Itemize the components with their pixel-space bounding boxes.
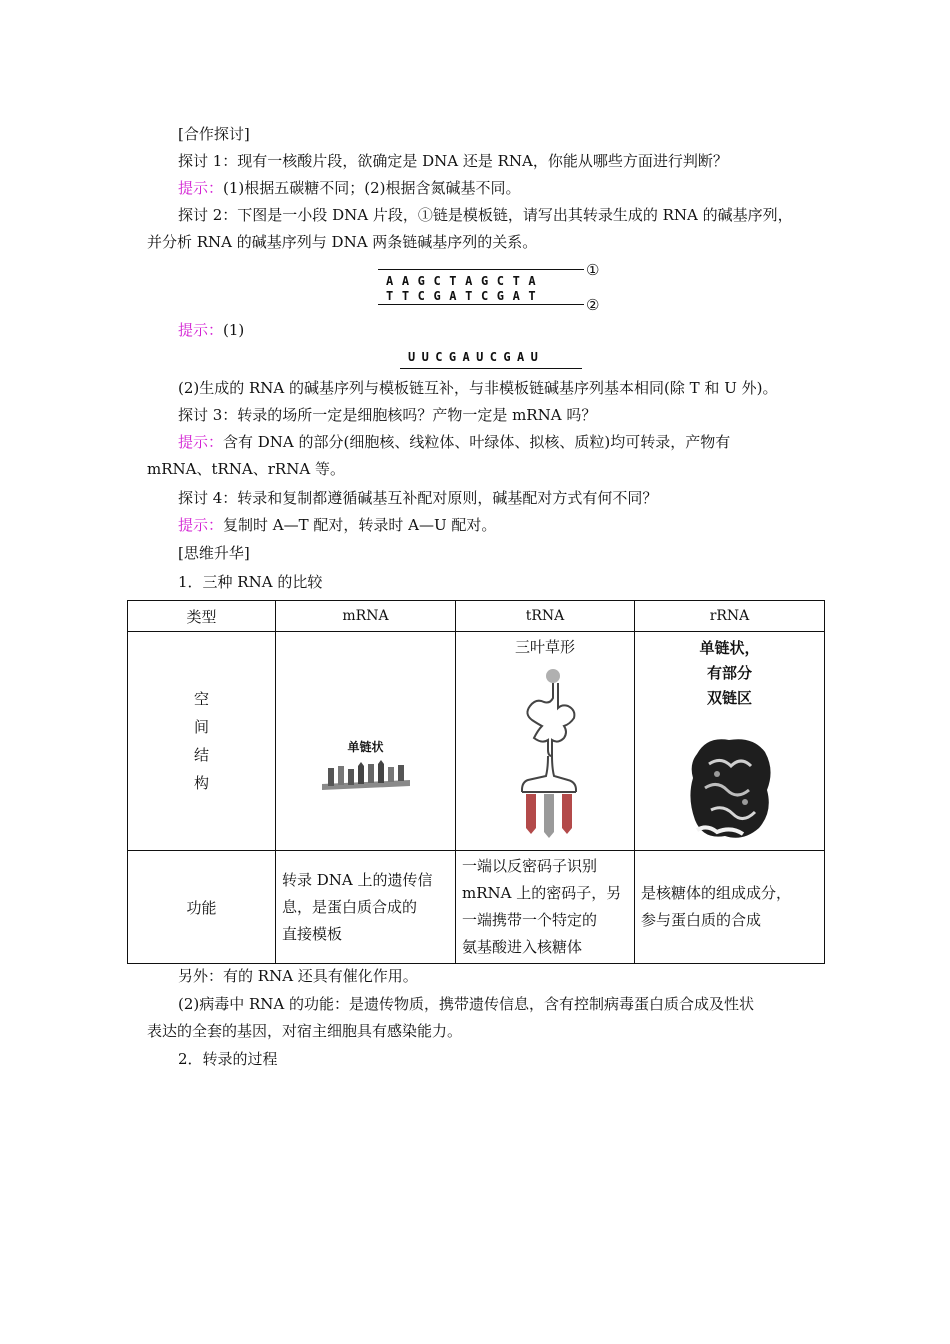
answer-1 (178, 178, 521, 198)
rrna-partial-double-strand-image (687, 734, 773, 844)
answer-3-line-2: mRNA、tRNA、rRNA 等。 (147, 460, 345, 478)
strand-2-sequence: TTCGATCGAT (386, 289, 545, 303)
hint-label: 提示： (178, 433, 224, 451)
trna-cloverleaf-image (508, 668, 584, 840)
strand-2-label: ② (586, 296, 600, 314)
rrna-structure-cell (635, 632, 825, 851)
mrna-single-strand-image (318, 758, 414, 794)
answer-2 (178, 320, 244, 340)
hint-label: 提示： (178, 321, 224, 339)
mrna-function-cell: 转录 DNA 上的遗传信 息，是蛋白质合成的 直接模板 (276, 851, 456, 964)
row-label-function: 功能 (128, 851, 276, 964)
section-heading-cooperative: [合作探讨] (178, 125, 250, 143)
rrna-structure-label: 单链状， 有部分 双链区 (699, 639, 760, 707)
trna-structure-cell (456, 632, 635, 851)
strand-1-sequence: AAGCTAGCTA (386, 274, 545, 288)
answer-3-text: 含有 DNA 的部分(细胞核、线粒体、叶绿体、拟核、质粒)均可转录，产物有 (223, 433, 731, 451)
note-catalytic: 另外：有的 RNA 还具有催化作用。 (178, 967, 418, 985)
header-trna: tRNA (456, 601, 635, 632)
trna-function-cell: 一端以反密码子识别 mRNA 上的密码子，另 一端携带一个特定的 氨基酸进入核糖体 (456, 851, 635, 964)
virus-rna-function-line-1: (2)病毒中 RNA 的功能：是遗传物质，携带遗传信息，含有控制病毒蛋白质合成及性状 (178, 995, 755, 1013)
strand-2-line (378, 304, 584, 305)
rna-sequence: UUCGAUCGAU (408, 350, 545, 364)
mrna-structure-label: 单链状 (347, 740, 384, 754)
rna-strand-line (400, 368, 582, 369)
header-type: 类型 (128, 601, 276, 632)
row-label-structure: 空 间 结 构 (128, 632, 276, 851)
table-row-function (128, 851, 825, 964)
answer-3-line-1 (178, 432, 730, 452)
answer-2-text: (1) (223, 321, 245, 339)
dna-fragment-diagram (378, 262, 604, 314)
question-2-line-2: 并分析 RNA 的碱基序列与 DNA 两条链碱基序列的关系。 (147, 233, 538, 251)
trna-structure-label: 三叶草形 (514, 638, 575, 656)
strand-1-line (378, 269, 584, 270)
hint-label: 提示： (178, 516, 224, 534)
item-1-heading: 1．三种 RNA 的比较 (178, 573, 323, 591)
virus-rna-function-line-2: 表达的全套的基因，对宿主细胞具有感染能力。 (147, 1022, 463, 1040)
question-4: 探讨 4：转录和复制都遵循碱基互补配对原则，碱基配对方式有何不同？ (178, 489, 658, 507)
question-3: 探讨 3：转录的场所一定是细胞核吗？产物一定是 mRNA 吗？ (178, 406, 597, 424)
answer-2-part-2: (2)生成的 RNA 的碱基序列与模板链互补，与非模板链碱基序列基本相同(除 T 和 U 外)。 (178, 379, 778, 397)
answer-4-text: 复制时 A—T 配对，转录时 A—U 配对。 (223, 516, 497, 534)
answer-1-text: (1)根据五碳糖不同；(2)根据含氮碱基不同。 (223, 179, 521, 197)
strand-1-label: ① (586, 261, 600, 279)
table-row-structure (128, 632, 825, 851)
section-heading-thinking: [思维升华] (178, 544, 250, 562)
header-rrna: rRNA (635, 601, 825, 632)
question-2-line-1: 探讨 2：下图是一小段 DNA 片段，①链是模板链，请写出其转录生成的 RNA 的碱基序列， (178, 206, 793, 224)
header-mrna: mRNA (276, 601, 456, 632)
rrna-function-cell: 是核糖体的组成成分， 参与蛋白质的合成 (635, 851, 825, 964)
mrna-structure-cell (276, 632, 456, 851)
item-2-heading: 2．转录的过程 (178, 1050, 278, 1068)
table-header-row (128, 601, 825, 632)
rna-comparison-table (127, 600, 825, 964)
rna-sequence-diagram (400, 348, 584, 372)
question-1: 探讨 1：现有一核酸片段，欲确定是 DNA 还是 RNA，你能从哪些方面进行判断？ (178, 152, 728, 170)
hint-label: 提示： (178, 179, 224, 197)
answer-4 (178, 515, 496, 535)
